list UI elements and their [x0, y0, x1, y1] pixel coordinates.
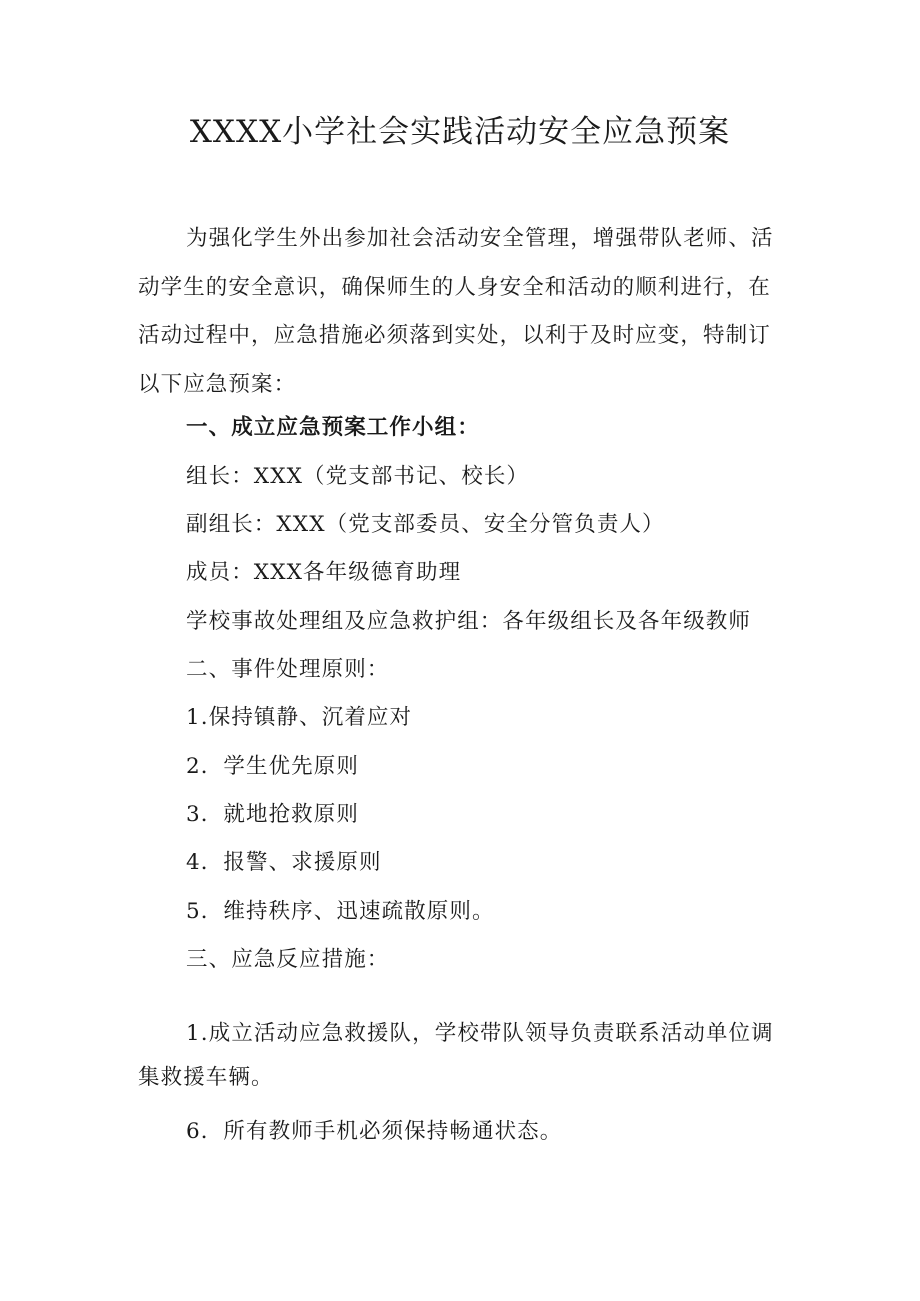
team-leader: 组长：XXX（党支部书记、校长） — [186, 464, 530, 489]
team-rescue-group: 学校事故处理组及应急救护组：各年级组长及各年级教师 — [186, 609, 752, 634]
principle-item: 1.保持镇静、沉着应对 — [186, 705, 413, 730]
principle-item: 3．就地抢救原则 — [186, 802, 359, 827]
measure-item-6: 6．所有教师手机必须保持畅通状态。 — [186, 1119, 563, 1144]
measure-line: 集救援车辆。 — [138, 1065, 274, 1090]
intro-line: 活动过程中，应急措施必须落到实处，以利于及时应变，特制订 — [138, 323, 771, 348]
team-deputy-leader: 副组长：XXX（党支部委员、安全分管负责人） — [186, 512, 665, 537]
intro-line: 动学生的安全意识，确保师生的人身安全和活动的顺利进行，在 — [138, 274, 771, 300]
intro-line: 以下应急预案： — [138, 371, 297, 397]
principle-item: 2．学生优先原则 — [186, 754, 359, 779]
section-heading-measures: 三、应急反应措施： — [186, 947, 390, 972]
team-members: 成员：XXX各年级德育助理 — [186, 560, 462, 585]
measure-line: 1.成立活动应急救援队，学校带队领导负责联系活动单位调 — [186, 1021, 774, 1046]
document-title: XXXX小学社会实践活动安全应急预案 — [189, 114, 731, 150]
measure-item-1 — [138, 1012, 798, 1100]
section-heading-team: 一、成立应急预案工作小组： — [186, 415, 480, 440]
intro-paragraph — [138, 215, 798, 409]
principle-item: 5．维持秩序、迅速疏散原则。 — [186, 899, 495, 924]
intro-line: 为强化学生外出参加社会活动安全管理，增强带队老师、活 — [186, 226, 774, 251]
section-heading-principles: 二、事件处理原则： — [186, 657, 390, 682]
principle-item: 4．报警、求援原则 — [186, 850, 382, 875]
